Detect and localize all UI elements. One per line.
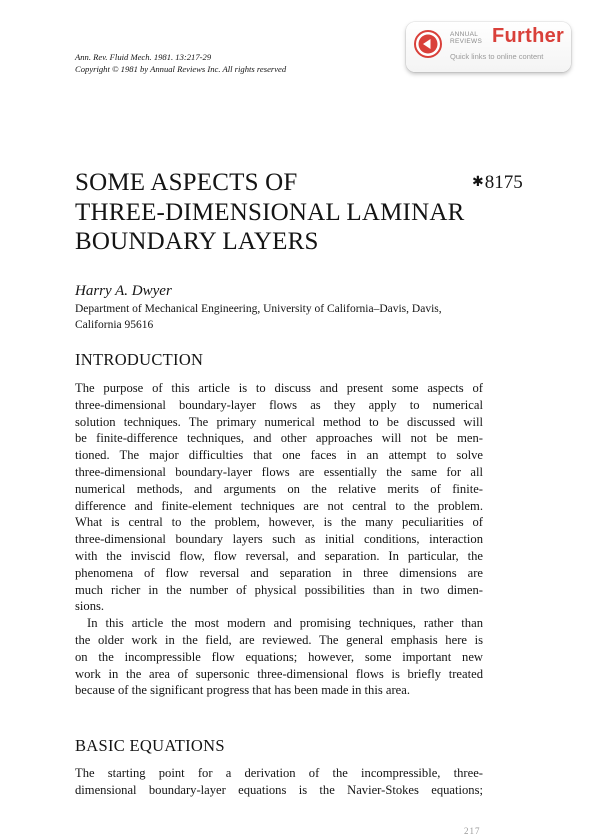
text-line: with the inviscid flow, flow reversal, and separation. In particular, the	[75, 548, 483, 563]
text-line: on the incompressible flow equations; however, some important new	[75, 649, 483, 664]
author-name: Harry A. Dwyer	[75, 283, 172, 299]
text-line: What is central to the problem, however, is the many peculiarities of	[75, 515, 483, 530]
text-line: phenomena of flow reversal and separation in three dimensions are	[75, 565, 483, 580]
text-line: difference and finite-element techniques are not central to the problem.	[75, 498, 483, 513]
text-line: The starting point for a derivation of the incompressible, three-	[75, 766, 483, 780]
badge-tagline: Quick links to online content	[450, 52, 544, 61]
paragraph	[75, 380, 483, 615]
text-line: three-dimensional boundary-layer flows as they apply to numerical	[75, 397, 483, 412]
text-line: three-dimensional boundary-layer flows are essentially the same for all	[75, 464, 483, 479]
text-line: work in the area of supersonic three-dimensional flows is briefly treated	[75, 666, 483, 681]
text-line: because of the significant progress that has been made in this area.	[75, 683, 411, 698]
title-line: THREE-DIMENSIONAL LAMINAR	[75, 198, 465, 226]
asterisk-icon: ✱	[472, 175, 484, 190]
article-title	[75, 168, 464, 257]
text-line: sions.	[75, 599, 105, 614]
text-line: In this article the most modern and promising techniques, rather than	[87, 616, 483, 631]
basic-equations-body	[75, 765, 483, 799]
text-line: three-dimensional boundary layers such as initial conditions, interaction	[75, 532, 483, 547]
introduction-body	[75, 380, 483, 699]
text-line: dimensional boundary-layer equations is the Navier-Stokes equations;	[75, 782, 483, 797]
section-heading-basic-equations: BASIC EQUATIONS	[75, 736, 225, 755]
title-line: BOUNDARY LAYERS	[75, 228, 319, 255]
text-line: tioned. The major difficulties that one faces in an attempt to solve	[75, 448, 483, 463]
paragraph	[75, 765, 483, 799]
badge-reviews-text: REVIEWS	[450, 38, 483, 45]
page-number: 217	[464, 826, 481, 836]
back-arrow-circle-icon	[414, 30, 442, 58]
text-line: numerical methods, and arguments on the relative merits of finite-	[75, 481, 483, 496]
paragraph	[75, 615, 483, 699]
author-affiliation	[75, 302, 487, 333]
badge-further-text: Further	[492, 25, 565, 47]
badge-annual-text: ANNUAL	[450, 31, 479, 38]
further-badge[interactable]	[406, 22, 571, 72]
section-heading-introduction: INTRODUCTION	[75, 350, 204, 369]
affiliation-line: Department of Mechanical Engineering, University of California–Davis, Davis,	[75, 303, 442, 315]
text-line: the older work in the field, are reviewed. The general emphasis here is	[75, 632, 483, 647]
copyright-line: Copyright © 1981 by Annual Reviews Inc. All rights reserved	[75, 63, 287, 74]
title-line: SOME ASPECTS OF	[75, 169, 298, 196]
text-line: The purpose of this article is to discuss and present some aspects of	[75, 381, 483, 395]
journal-citation	[75, 52, 286, 75]
text-line: much richer in the number of physical possibilities than in two dimen-	[75, 582, 483, 597]
article-id-number: 8175	[484, 172, 523, 193]
text-line: solution techniques. The primary numerical method to be discussed will	[75, 414, 483, 429]
article-id	[472, 172, 523, 194]
citation-line: Ann. Rev. Fluid Mech. 1981. 13:217-29	[75, 52, 212, 62]
text-line: be finite-difference techniques, and other approaches will not be men-	[75, 431, 483, 446]
affiliation-line: California 95616	[75, 318, 154, 331]
